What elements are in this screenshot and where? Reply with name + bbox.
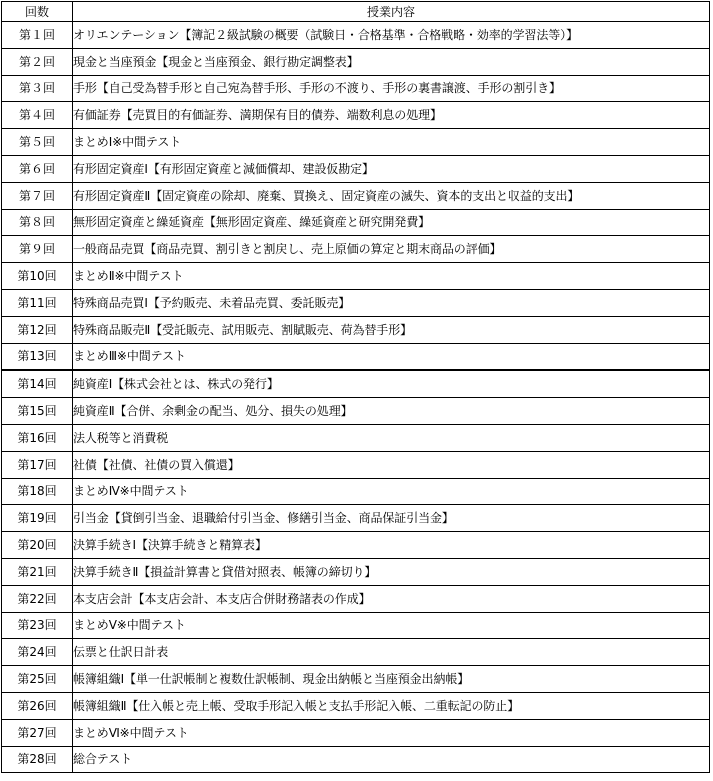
table-row <box>2 22 710 49</box>
session-number: 第25回 <box>2 666 73 693</box>
session-number: 第16回 <box>2 424 73 451</box>
table-row <box>2 451 710 478</box>
session-content: 帳簿組織Ⅰ【単一仕訳帳制と複数仕訳帳制、現金出納帳と当座預金出納帳】 <box>73 666 710 693</box>
session-content: 伝票と仕訳日計表 <box>73 639 710 666</box>
session-content: 本支店会計【本支店会計、本支店合併財務諸表の作成】 <box>73 585 710 612</box>
header-content: 授業内容 <box>73 2 710 22</box>
session-content: 一般商品売買【商品売買、割引きと割戻し、売上原価の算定と期末商品の評価】 <box>73 236 710 263</box>
table-row <box>2 155 710 182</box>
table-row <box>2 316 710 343</box>
session-content: まとめⅢ※中間テスト <box>73 343 710 370</box>
session-content: 無形固定資産と繰延資産【無形固定資産、繰延資産と研究開発費】 <box>73 209 710 236</box>
table-row <box>2 263 710 290</box>
session-number: 第24回 <box>2 639 73 666</box>
table-row <box>2 48 710 75</box>
table-row <box>2 585 710 612</box>
session-number: 第21回 <box>2 558 73 585</box>
session-number: 第１回 <box>2 22 73 49</box>
session-content: まとめⅤ※中間テスト <box>73 612 710 639</box>
session-content: まとめⅥ※中間テスト <box>73 719 710 746</box>
session-content: 特殊商品売買Ⅰ【予約販売、未着品売買、委託販売】 <box>73 289 710 316</box>
course-schedule-table <box>1 1 710 773</box>
table-row <box>2 719 710 746</box>
session-content: 有形固定資産Ⅱ【固定資産の除却、廃棄、買換え、固定資産の滅失、資本的支出と収益的支出】 <box>73 182 710 209</box>
session-content: 帳簿組織Ⅱ【仕入帳と売上帳、受取手形記入帳と支払手形記入帳、二重転記の防止】 <box>73 692 710 719</box>
session-number: 第５回 <box>2 129 73 156</box>
header-row <box>2 2 710 22</box>
session-number: 第７回 <box>2 182 73 209</box>
session-number: 第13回 <box>2 343 73 370</box>
table-row <box>2 182 710 209</box>
session-content: 手形【自己受為替手形と自己宛為替手形、手形の不渡り、手形の裏書譲渡、手形の割引き】 <box>73 75 710 102</box>
session-content: 有価証券【売買目的有価証券、満期保有目的債券、端数利息の処理】 <box>73 102 710 129</box>
table-row <box>2 558 710 585</box>
table-row <box>2 370 710 397</box>
session-number: 第10回 <box>2 263 73 290</box>
table-row <box>2 746 710 773</box>
session-content: 純資産Ⅱ【合併、余剰金の配当、処分、損失の処理】 <box>73 398 710 425</box>
session-content: 現金と当座預金【現金と当座預金、銀行勘定調整表】 <box>73 48 710 75</box>
table-row <box>2 612 710 639</box>
session-content: 決算手続きⅡ【損益計算書と貸借対照表、帳簿の締切り】 <box>73 558 710 585</box>
table-body <box>2 22 710 773</box>
session-number: 第17回 <box>2 451 73 478</box>
table-row <box>2 666 710 693</box>
session-content: 純資産Ⅰ【株式会社とは、株式の発行】 <box>73 370 710 397</box>
session-number: 第12回 <box>2 316 73 343</box>
session-number: 第11回 <box>2 289 73 316</box>
table-row <box>2 478 710 505</box>
table-row <box>2 343 710 370</box>
table-row <box>2 505 710 532</box>
session-content: まとめⅠ※中間テスト <box>73 129 710 156</box>
table-row <box>2 289 710 316</box>
session-number: 第15回 <box>2 398 73 425</box>
session-number: 第19回 <box>2 505 73 532</box>
session-number: 第20回 <box>2 532 73 559</box>
session-content: まとめⅣ※中間テスト <box>73 478 710 505</box>
table-row <box>2 532 710 559</box>
session-content: 有形固定資産Ⅰ【有形固定資産と減価償却、建設仮勘定】 <box>73 155 710 182</box>
table-row <box>2 692 710 719</box>
table-row <box>2 102 710 129</box>
session-content: オリエンテーション【簿記２級試験の概要（試験日・合格基準・合格戦略・効率的学習法等）】 <box>73 22 710 49</box>
session-number: 第２回 <box>2 48 73 75</box>
table-row <box>2 75 710 102</box>
session-number: 第３回 <box>2 75 73 102</box>
session-content: 総合テスト <box>73 746 710 773</box>
session-number: 第18回 <box>2 478 73 505</box>
session-number: 第９回 <box>2 236 73 263</box>
session-content: まとめⅡ※中間テスト <box>73 263 710 290</box>
session-content: 法人税等と消費税 <box>73 424 710 451</box>
session-number: 第４回 <box>2 102 73 129</box>
table-row <box>2 129 710 156</box>
table-row <box>2 209 710 236</box>
table-row <box>2 639 710 666</box>
header-count: 回数 <box>2 2 73 22</box>
table-row <box>2 398 710 425</box>
table-row <box>2 424 710 451</box>
table-row <box>2 236 710 263</box>
session-content: 引当金【貸倒引当金、退職給付引当金、修繕引当金、商品保証引当金】 <box>73 505 710 532</box>
session-number: 第８回 <box>2 209 73 236</box>
session-content: 決算手続きⅠ【決算手続きと精算表】 <box>73 532 710 559</box>
session-number: 第28回 <box>2 746 73 773</box>
session-number: 第26回 <box>2 692 73 719</box>
session-number: 第22回 <box>2 585 73 612</box>
table-header <box>2 2 710 22</box>
session-content: 特殊商品販売Ⅱ【受託販売、試用販売、割賦販売、荷為替手形】 <box>73 316 710 343</box>
session-number: 第27回 <box>2 719 73 746</box>
session-number: 第14回 <box>2 370 73 397</box>
session-content: 社債【社債、社債の買入償還】 <box>73 451 710 478</box>
session-number: 第６回 <box>2 155 73 182</box>
session-number: 第23回 <box>2 612 73 639</box>
